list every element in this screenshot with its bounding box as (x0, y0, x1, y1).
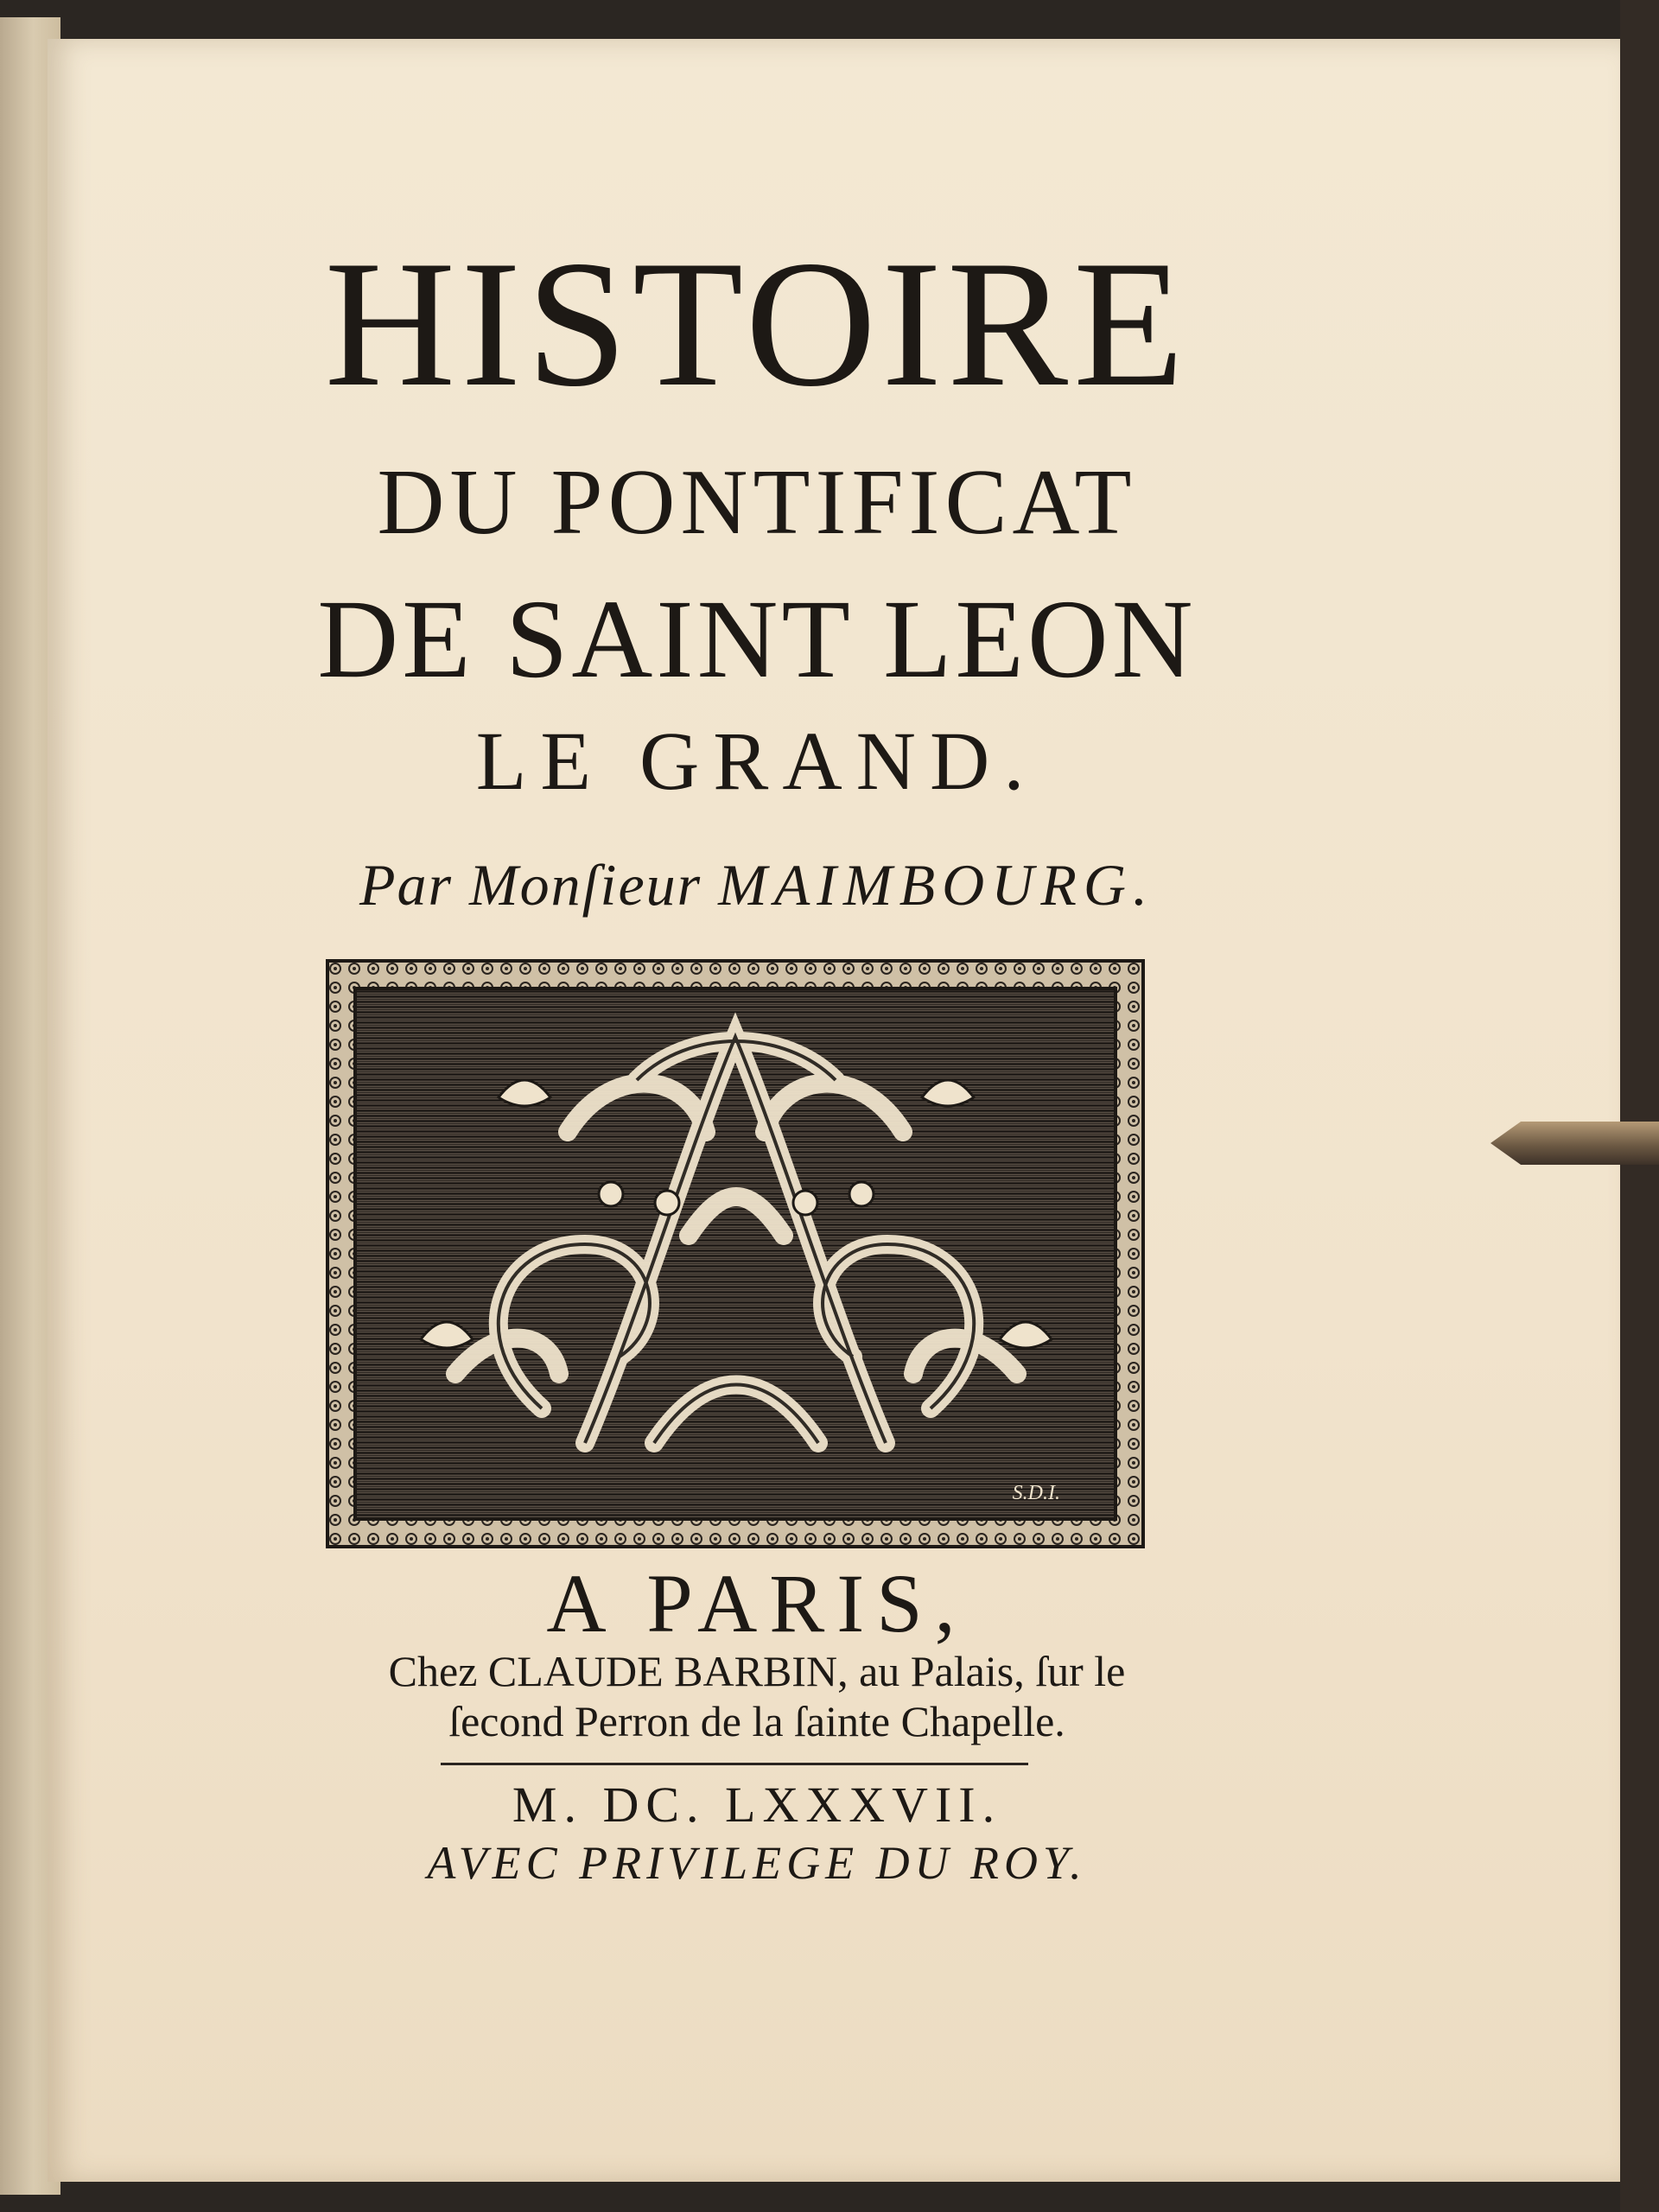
publisher-line-2: ſecond Perron de la ſainte Chapelle. (448, 1697, 1065, 1745)
woodcut-ornament (326, 959, 1145, 1548)
ornament-signature: S.D.I. (1012, 1482, 1060, 1504)
author-prefix: Par Monſieur (359, 852, 702, 918)
background-strip (1620, 0, 1659, 2212)
bookmark-pointer (1491, 1122, 1659, 1165)
subtitle-line-2: DE SAINT LEON (317, 577, 1197, 702)
divider-rule (441, 1763, 1028, 1765)
royal-privilege: AVEC PRIVILEGE DU ROY. (427, 1837, 1087, 1889)
author-line (0, 851, 1586, 919)
publisher-line-1: Chez CLAUDE BARBIN, au Palais, ſur le (388, 1647, 1126, 1695)
subtitle-line-1: DU PONTIFICAT (377, 451, 1137, 554)
publication-year: M. DC. LXXXVII. (512, 1777, 1002, 1833)
imprint-place: A PARIS, (546, 1557, 968, 1649)
author-name: MAIMBOURG. (718, 852, 1154, 918)
book-title: HISTOIRE (324, 224, 1190, 424)
subtitle-line-3: LE GRAND. (475, 715, 1039, 807)
